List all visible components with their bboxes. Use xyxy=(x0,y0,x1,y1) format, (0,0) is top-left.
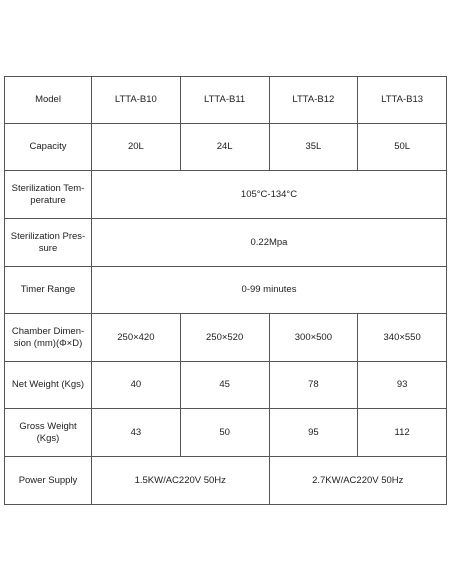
table-row-net-weight xyxy=(5,362,447,409)
spec-table xyxy=(4,76,447,505)
capacity-b12: 35L xyxy=(269,124,358,171)
row-label-gross-weight: Gross Weight (Kgs) xyxy=(5,409,92,457)
capacity-b13: 50L xyxy=(358,124,447,171)
chamber-dimension-b10: 250×420 xyxy=(92,314,181,362)
timer-range-value: 0-99 minutes xyxy=(92,267,447,314)
table-row-capacity xyxy=(5,124,447,171)
row-label-net-weight: Net Weight (Kgs) xyxy=(5,362,92,409)
capacity-b10: 20L xyxy=(92,124,181,171)
sterilization-temperature-value: 105°C-134°C xyxy=(92,171,447,219)
table-row-sterilization-temperature xyxy=(5,171,447,219)
gross-weight-b13: 112 xyxy=(358,409,447,457)
table-row-gross-weight xyxy=(5,409,447,457)
net-weight-b10: 40 xyxy=(92,362,181,409)
net-weight-b12: 78 xyxy=(269,362,358,409)
gross-weight-b11: 50 xyxy=(180,409,269,457)
net-weight-b13: 93 xyxy=(358,362,447,409)
gross-weight-b10: 43 xyxy=(92,409,181,457)
power-supply-b10-b11: 1.5KW/AC220V 50Hz xyxy=(92,457,270,505)
row-label-model: Model xyxy=(5,77,92,124)
model-b10: LTTA-B10 xyxy=(92,77,181,124)
row-label-capacity: Capacity xyxy=(5,124,92,171)
chamber-dimension-b12: 300×500 xyxy=(269,314,358,362)
model-b11: LTTA-B11 xyxy=(180,77,269,124)
capacity-b11: 24L xyxy=(180,124,269,171)
row-label-sterilization-pressure: Sterilization Pres- sure xyxy=(5,219,92,267)
power-supply-b12-b13: 2.7KW/AC220V 50Hz xyxy=(269,457,447,505)
table-row-sterilization-pressure xyxy=(5,219,447,267)
model-b13: LTTA-B13 xyxy=(358,77,447,124)
row-label-chamber-dimension: Chamber Dimen- sion (mm)(Φ×D) xyxy=(5,314,92,362)
sterilization-pressure-value: 0.22Mpa xyxy=(92,219,447,267)
row-label-power-supply: Power Supply xyxy=(5,457,92,505)
table-row-timer-range xyxy=(5,267,447,314)
table-row-chamber-dimension xyxy=(5,314,447,362)
row-label-timer-range: Timer Range xyxy=(5,267,92,314)
chamber-dimension-b13: 340×550 xyxy=(358,314,447,362)
chamber-dimension-b11: 250×520 xyxy=(180,314,269,362)
row-label-sterilization-temperature: Sterilization Tem- perature xyxy=(5,171,92,219)
table-row-power-supply xyxy=(5,457,447,505)
model-b12: LTTA-B12 xyxy=(269,77,358,124)
table-row-model xyxy=(5,77,447,124)
gross-weight-b12: 95 xyxy=(269,409,358,457)
net-weight-b11: 45 xyxy=(180,362,269,409)
